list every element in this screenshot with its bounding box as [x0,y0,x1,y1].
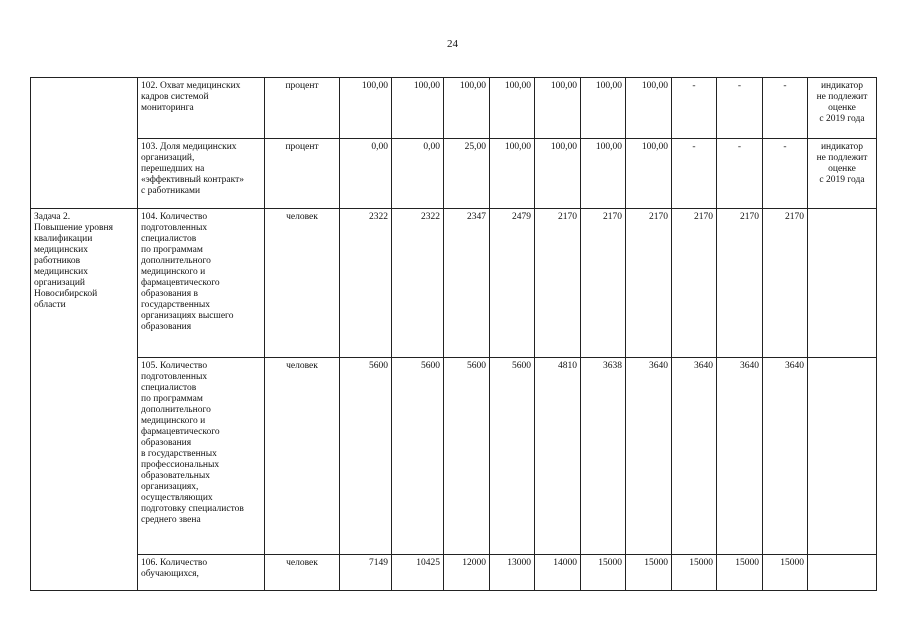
value-cell: 2322 [392,209,444,358]
value-cell: 14000 [535,555,581,591]
value-cell: 100,00 [626,139,672,209]
value-cell: 0,00 [392,139,444,209]
indicator-cell: 103. Доля медицинских организаций, перешедших на «эффективный контракт» с работниками [138,139,265,209]
value-cell: 3640 [717,358,763,555]
value-cell: 3640 [626,358,672,555]
value-cell: - [672,78,717,139]
page-number: 24 [447,38,458,50]
indicator-cell: 102. Охват медицинских кадров системой мониторинга [138,78,265,139]
note-cell [808,555,877,591]
note-cell [808,358,877,555]
table-row [31,358,877,555]
value-cell: 10425 [392,555,444,591]
unit-cell: процент [265,139,340,209]
note-cell: индикатор не подлежит оценке с 2019 года [808,139,877,209]
value-cell: 2347 [444,209,490,358]
value-cell: 100,00 [626,78,672,139]
value-cell: 12000 [444,555,490,591]
indicators-table [30,77,877,591]
value-cell: 15000 [626,555,672,591]
value-cell: 4810 [535,358,581,555]
value-cell: 0,00 [340,139,392,209]
value-cell: 15000 [581,555,626,591]
table-row [31,555,877,591]
indicator-cell: 104. Количество подготовленных специалистов по программам дополнительного медицинского и фармацевтического образования в государственных организациях высшего образования [138,209,265,358]
value-cell: - [763,139,808,209]
unit-cell: человек [265,358,340,555]
value-cell: 5600 [340,358,392,555]
value-cell: 15000 [672,555,717,591]
value-cell: 5600 [444,358,490,555]
value-cell: 3640 [672,358,717,555]
value-cell: - [672,139,717,209]
value-cell: 100,00 [490,139,535,209]
task-cell [31,78,138,209]
value-cell: 13000 [490,555,535,591]
value-cell: 100,00 [490,78,535,139]
note-cell: индикатор не подлежит оценке с 2019 года [808,78,877,139]
value-cell: 100,00 [444,78,490,139]
value-cell: 2170 [672,209,717,358]
table-row [31,78,877,139]
value-cell: 100,00 [535,139,581,209]
value-cell: 100,00 [535,78,581,139]
unit-cell: процент [265,78,340,139]
indicator-cell: 105. Количество подготовленных специалистов по программам дополнительного медицинского и фармацевтического образования в государственных профессиональных образовательных организациях, осуществляющих подготовку специалистов среднего звена [138,358,265,555]
value-cell: 15000 [717,555,763,591]
value-cell: 5600 [392,358,444,555]
value-cell: 2322 [340,209,392,358]
unit-cell: человек [265,209,340,358]
value-cell: - [717,139,763,209]
value-cell: 2479 [490,209,535,358]
value-cell: 2170 [626,209,672,358]
value-cell: - [763,78,808,139]
value-cell: 100,00 [581,78,626,139]
value-cell: 2170 [535,209,581,358]
value-cell: 5600 [490,358,535,555]
indicator-cell: 106. Количество обучающихся, [138,555,265,591]
value-cell: 2170 [763,209,808,358]
note-cell [808,209,877,358]
value-cell: 100,00 [392,78,444,139]
value-cell: 100,00 [581,139,626,209]
value-cell: 3638 [581,358,626,555]
value-cell: 7149 [340,555,392,591]
value-cell: 15000 [763,555,808,591]
value-cell: 25,00 [444,139,490,209]
value-cell: 100,00 [340,78,392,139]
unit-cell: человек [265,555,340,591]
value-cell: 2170 [717,209,763,358]
task-cell: Задача 2. Повышение уровня квалификации медицинских работников медицинских организаций Новосибирской области [31,209,138,591]
value-cell: - [717,78,763,139]
value-cell: 2170 [581,209,626,358]
table-row [31,139,877,209]
table-row [31,209,877,358]
value-cell: 3640 [763,358,808,555]
